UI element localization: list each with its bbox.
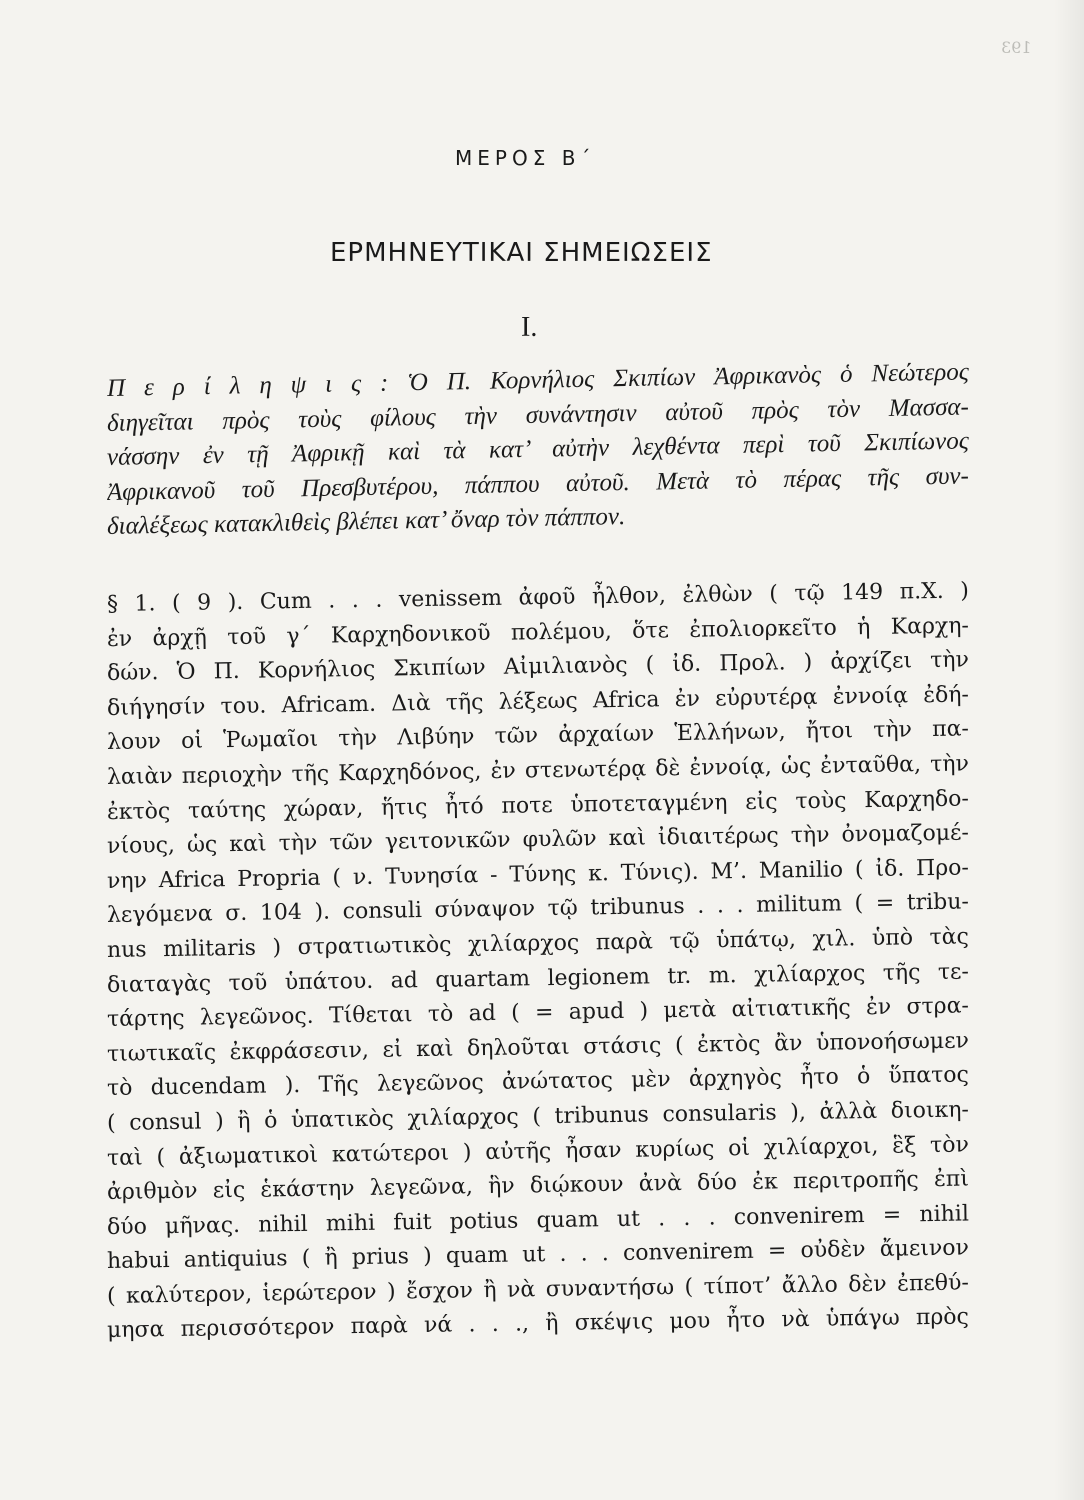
commentary-line: ( καλύτερον, ἱερώτερον ) ἔσχον ἢ νὰ συναντήσω ( τίποτ’ ἄλλο δὲν ἐπεθύ-: [106, 1270, 970, 1309]
commentary-line: § 1. ( 9 ). Cum . . . venissem ἀφοῦ ἦλθον, ἐλθὼν ( τῷ 149 π.Χ. ): [106, 578, 970, 617]
commentary-line: ἀριθμὸν εἰς ἑκάστην λεγεῶνα, ἣν διῴκουν ἀνὰ δύο ἐκ περιτροπῆς ἐπὶ: [106, 1166, 970, 1206]
commentary-line: νην Africa Propria ( ν. Τυνησία - Τύνης κ. Τύνις). Μ’. Manilio ( ἰδ. Προ-: [106, 855, 970, 894]
commentary-line: δύο μῆνας. nihil mihi fuit potius quam ut . . . convenirem = nihil: [106, 1201, 970, 1240]
commentary-line: ἐκτὸς ταύτης χώραν, ἥτις ἦτό ποτε ὑποτεταγμένη εἰς τοὺς Καρχηδο-: [106, 786, 970, 825]
summary-line: διαλέξεως κατακλιθεὶς βλέπει κατ’ ὄναρ τὸν πάππον.: [106, 503, 626, 541]
commentary-line: νίους, ὡς καὶ τὴν τῶν γειτονικῶν φυλῶν καὶ ἰδιαιτέρως τὴν ὀνομαζομέ-: [106, 820, 970, 860]
section-number: Ι.: [521, 312, 538, 343]
commentary-line: ( consul ) ἢ ὁ ὑπατικὸς χιλίαρχος ( tribunus consularis ), ἀλλὰ διοικη-: [106, 1097, 970, 1136]
summary-line: Π ε ρ ί λ η ψ ι ς : Ὁ Π. Κορνήλιος Σκιπίων Ἀφρικανὸς ὁ Νεώτερος: [106, 358, 970, 402]
summary-paragraph: [106, 358, 970, 545]
commentary-line: ταὶ ( ἀξιωματικοὶ κατώτεροι ) αὐτῆς ἦσαν κυρίως οἱ χιλίαρχοι, ἓξ τὸν: [106, 1131, 970, 1171]
page-edge-shadow: [1054, 0, 1084, 1500]
commentary-line: λαιὰν περιοχὴν τῆς Καρχηδόνος, ἐν στενωτέρᾳ δὲ ἐννοίᾳ, ὡς ἐνταῦθα, τὴν: [106, 751, 970, 790]
commentary-line: nus militaris ) στρατιωτικὸς χιλίαρχος παρὰ τῷ ὑπάτῳ, χιλ. ὑπὸ τὰς: [106, 924, 970, 963]
bleed-through-page-number: 193: [1001, 38, 1032, 57]
commentary-line: διαταγὰς τοῦ ὑπάτου. ad quartam legionem tr. m. χιλίαρχος τῆς τε-: [106, 958, 970, 998]
commentary-line: τάρτης λεγεῶνος. Τίθεται τὸ ad ( = apud ) μετὰ αἰτιατικῆς ἐν στρα-: [106, 993, 970, 1033]
commentary-line: διήγησίν του. Africam. Διὰ τῆς λέξεως Africa ἐν εὐρυτέρᾳ ἐννοίᾳ ἐδή-: [106, 682, 970, 721]
part-heading: ΜΕΡΟΣ Β΄: [455, 146, 596, 170]
commentary-line: λουν οἱ Ῥωμαῖοι τὴν Λιβύην τῶν ἀρχαίων Ἑλλήνων, ἤτοι τὴν πα-: [106, 716, 970, 756]
commentary-line: δών. Ὁ Π. Κορνήλιος Σκιπίων Αἰμιλιανὸς ( ἰδ. Προλ. ) ἀρχίζει τὴν: [106, 647, 970, 687]
section-heading: ΕΡΜΗΝΕΥΤΙΚΑΙ ΣΗΜΕΙΩΣΕΙΣ: [330, 238, 713, 268]
summary-line: Ἀφρικανοῦ τοῦ Πρεσβυτέρου, πάππου αὐτοῦ. Μετὰ τὸ πέρας τῆς συν-: [106, 462, 970, 506]
summary-line: διηγεῖται πρὸς τοὺς φίλους τὴν συνάντησιν αὐτοῦ πρὸς τὸν Μασσα-: [106, 393, 970, 437]
commentary-line: habui antiquius ( ἢ prius ) quam ut . . . convenirem = οὐδὲν ἄμεινον: [106, 1235, 970, 1275]
commentary-line: τιωτικαῖς ἐκφράσεσιν, εἰ καὶ δηλοῦται στάσις ( ἐκτὸς ἂν ὑπονοήσωμεν: [106, 1028, 970, 1067]
commentary-line: ἐν ἀρχῇ τοῦ γ΄ Καρχηδονικοῦ πολέμου, ὅτε ἐπολιορκεῖτο ἡ Καρχη-: [106, 613, 970, 652]
commentary-line: τὸ ducendam ). Τῆς λεγεῶνος ἀνώτατος μὲν ἀρχηγὸς ἦτο ὁ ὕπατος: [106, 1062, 970, 1102]
summary-line: νάσσην ἐν τῇ Ἀφρικῇ καὶ τὰ κατ’ αὐτὴν λεχθέντα περὶ τοῦ Σκιπίωνος: [106, 427, 970, 472]
commentary-line: μησα περισσότερον παρὰ νά . . ., ἢ σκέψις μου ἦτο νὰ ὑπάγω πρὸς: [106, 1304, 970, 1344]
commentary-paragraph: [106, 578, 970, 1349]
commentary-line: λεγόμενα σ. 104 ). consuli σύναψον τῷ tribunus . . . militum ( = tribu-: [106, 889, 970, 929]
